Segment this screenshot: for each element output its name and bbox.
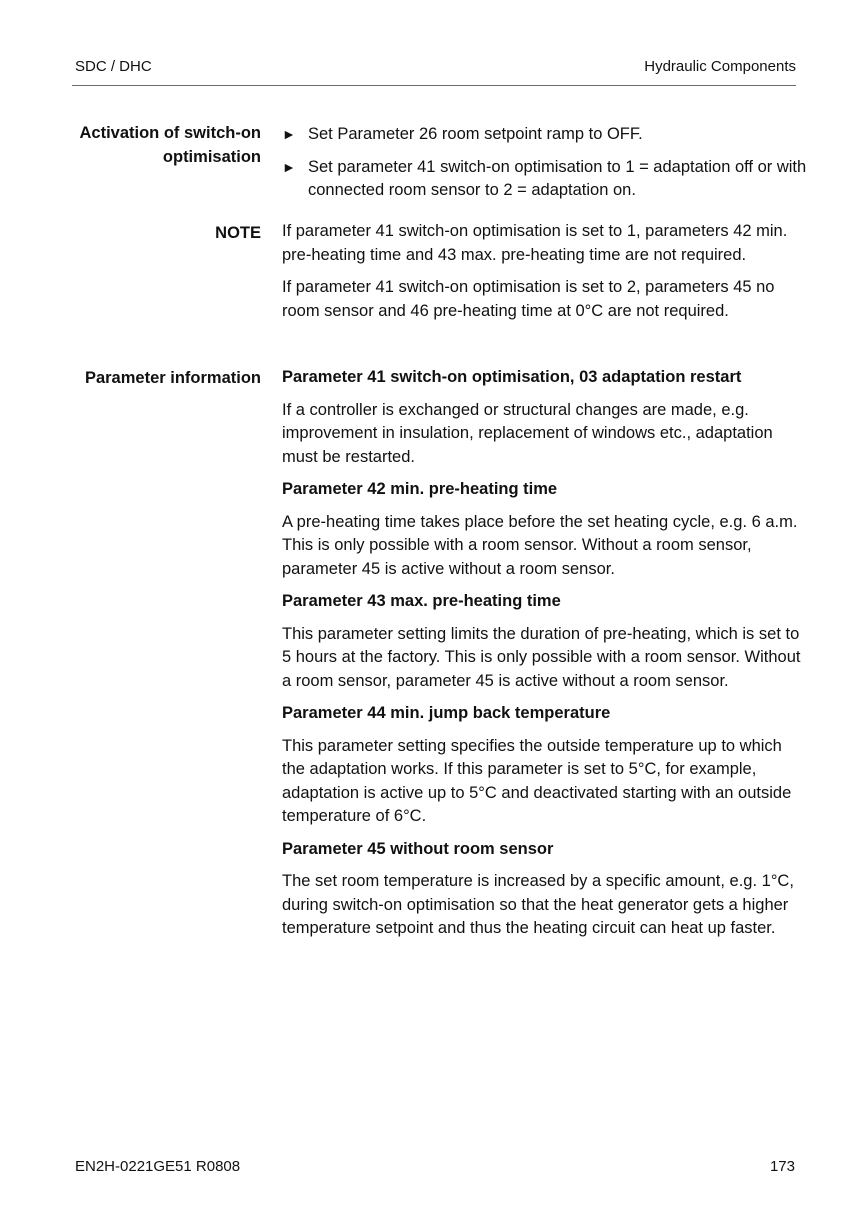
header-divider [72,85,796,86]
parameter-heading: Parameter 41 switch-on optimisation, 03 adaptation restart [282,368,742,386]
note-paragraph: If parameter 41 switch-on optimisation is set to 1, parameters 42 min. pre-heating time and 43 max. pre-heating time are not required. [282,222,788,264]
activation-side-label: Activation of switch-on optimisation [79,124,261,166]
parameter-heading: Parameter 42 min. pre-heating time [282,480,558,498]
bullet-text: Set Parameter 26 room setpoint ramp to OFF. [308,125,643,143]
parameter-text: The set room temperature is increased by a specific amount, e.g. 1°C, during switch-on optimisation so that the heat generator gets a higher temperature setpoint and thus the heating circuit can heat up faster. [282,872,794,937]
note-body [282,220,807,332]
bullet-arrow-icon: ► [282,158,296,175]
parameter-info-side-label: Parameter information [84,369,261,387]
parameter-info-body [282,366,807,950]
bullet-text: Set parameter 41 switch-on optimisation to 1 = adaptation off or with connected room sensor to 2 = adaptation on. [308,157,807,199]
page-footer [75,1158,795,1175]
parameter-heading: Parameter 44 min. jump back temperature [282,704,611,722]
parameter-heading: Parameter 45 without room sensor [282,839,554,858]
bullet-item [282,156,807,203]
parameter-text: If a controller is exchanged or structural changes are made, e.g. improvement in insulation, replacement of windows etc., adaptation must be restarted. [282,400,773,466]
parameter-text: This parameter setting specifies the outside temperature up to which the adaptation works. If this parameter is set to 5°C, for example, adaptation is active up to 5°C and deactivated starting with an outside temperature of 6°C. [282,736,792,825]
document-code: EN2H-0221GE51 R0808 [75,1158,241,1175]
parameter-text: A pre-heating time takes place before the set heating cycle, e.g. 6 a.m. This is only possible with a room sensor. Without a room sensor, parameter 45 is active without a room sensor. [282,512,798,578]
note-paragraph: If parameter 41 switch-on optimisation is set to 2, parameters 45 no room sensor and 46 pre-heating time at 0°C are not required. [282,278,775,320]
parameter-heading: Parameter 43 max. pre-heating time [282,592,561,610]
activation-body [282,123,807,212]
bullet-arrow-icon: ► [282,126,296,142]
header-right-title: Hydraulic Components [644,58,796,75]
page-header [75,58,796,75]
page-number: 173 [769,1158,795,1175]
parameter-text: This parameter setting limits the duration of pre-heating, which is set to 5 hours at the factory. This is only possible with a room sensor. Without a room sensor, parameter 45 is active without a room sensor. [282,624,801,690]
header-left-title: SDC / DHC [75,58,152,75]
bullet-item [282,123,807,147]
note-side-label: NOTE [215,224,261,242]
